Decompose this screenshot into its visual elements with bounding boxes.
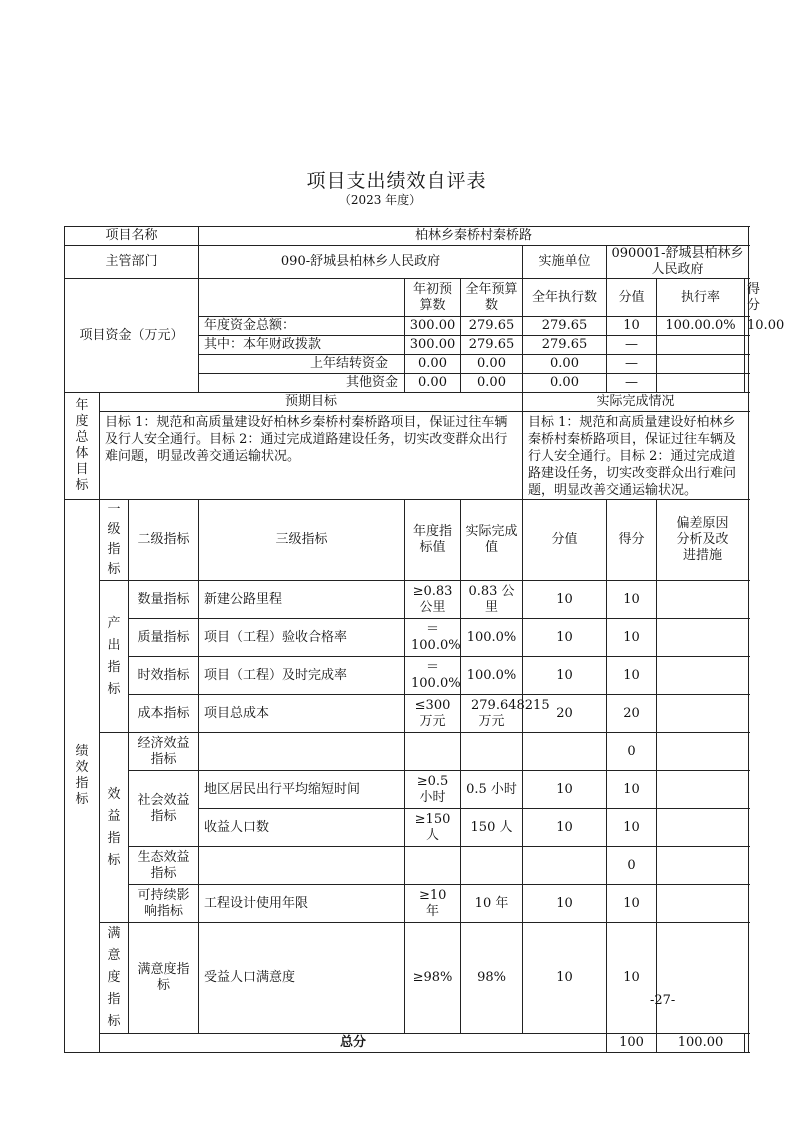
perf-header-target: 年度指标值 bbox=[405, 500, 461, 581]
funds-row-got bbox=[745, 374, 749, 393]
funds-row-full: 279.65 bbox=[461, 336, 523, 355]
perf-row-reason bbox=[657, 581, 749, 619]
perf-row-l3 bbox=[199, 847, 405, 885]
perf-row-got: 10 bbox=[607, 885, 657, 923]
perf-row-target: ＝100.0% bbox=[405, 657, 461, 695]
funds-row-label: 年度资金总额： bbox=[199, 317, 405, 336]
funds-row-full: 0.00 bbox=[461, 355, 523, 374]
perf-row-l3: 受益人口满意度 bbox=[199, 923, 405, 1034]
perf-header-score: 分值 bbox=[523, 500, 607, 581]
output-indicator-label: 产出指标 bbox=[100, 581, 129, 733]
funds-row-exec: 279.65 bbox=[523, 336, 607, 355]
perf-row-got: 0 bbox=[607, 847, 657, 885]
perf-row-l2: 满意度指标 bbox=[129, 923, 199, 1034]
funds-row-exec: 0.00 bbox=[523, 374, 607, 393]
perf-row-l3: 项目总成本 bbox=[199, 695, 405, 733]
perf-row-score: 10 bbox=[523, 581, 607, 619]
funds-row-score: — bbox=[607, 355, 657, 374]
perf-row-l2: 社会效益指标 bbox=[129, 771, 199, 847]
funds-header-blank bbox=[199, 279, 405, 317]
funds-row-label: 其中：本年财政拨款 bbox=[199, 336, 405, 355]
perf-row-l2: 质量指标 bbox=[129, 619, 199, 657]
funds-header-score: 分值 bbox=[607, 279, 657, 317]
funds-row-score: 10 bbox=[607, 317, 657, 336]
funds-row-score: — bbox=[607, 374, 657, 393]
perf-row-actual: 0.5 小时 bbox=[461, 771, 523, 809]
perf-header-l2: 二级指标 bbox=[129, 500, 199, 581]
dept-value: 090-舒城县柏林乡人民政府 bbox=[199, 246, 523, 279]
perf-header-actual: 实际完成值 bbox=[461, 500, 523, 581]
funds-row-rate: 100.00.0% bbox=[657, 317, 745, 336]
perf-row-score: 10 bbox=[523, 771, 607, 809]
satisfaction-indicator-label: 满意度指标 bbox=[100, 923, 129, 1034]
project-name: 柏林乡秦桥村秦桥路 bbox=[199, 227, 749, 246]
actual-goal-text: 目标 1：规范和高质量建设好柏林乡秦桥村秦桥路项目，保证过往车辆及行人安全通行。目标 2：通过完成道路建设任务，切实改变群众出行难问题，明显改善交通运输状况。 bbox=[523, 412, 749, 500]
funds-row-initial: 0.00 bbox=[405, 355, 461, 374]
perf-row-l2: 可持续影响指标 bbox=[129, 885, 199, 923]
perf-row-l2: 时效指标 bbox=[129, 657, 199, 695]
impl-label: 实施单位 bbox=[523, 246, 607, 279]
project-name-label: 项目名称 bbox=[65, 227, 199, 246]
perf-row-actual: 10 年 bbox=[461, 885, 523, 923]
funds-row-full: 0.00 bbox=[461, 374, 523, 393]
perf-row-score: 20 bbox=[523, 695, 607, 733]
page-title: 项目支出绩效自评表 bbox=[306, 170, 487, 192]
benefit-indicator-label: 效益指标 bbox=[100, 733, 129, 923]
funds-row-initial: 300.00 bbox=[405, 336, 461, 355]
perf-row-reason bbox=[657, 809, 749, 847]
perf-row-l2: 生态效益指标 bbox=[129, 847, 199, 885]
perf-row-reason bbox=[657, 695, 749, 733]
funds-row-got bbox=[745, 355, 749, 374]
perf-row-target: ≥150 人 bbox=[405, 809, 461, 847]
perf-row-actual bbox=[461, 733, 523, 771]
perf-row-got: 20 bbox=[607, 695, 657, 733]
perf-row-reason bbox=[657, 733, 749, 771]
funds-header-exec: 全年执行数 bbox=[523, 279, 607, 317]
funds-row-initial: 0.00 bbox=[405, 374, 461, 393]
funds-header-initial: 年初预算数 bbox=[405, 279, 461, 317]
perf-row-reason bbox=[657, 923, 749, 1034]
funds-row-got: 10.00 bbox=[745, 317, 749, 336]
perf-row-reason bbox=[657, 847, 749, 885]
perf-row-score: 10 bbox=[523, 885, 607, 923]
perf-row-reason bbox=[657, 619, 749, 657]
perf-row-reason bbox=[657, 771, 749, 809]
evaluation-table bbox=[64, 226, 785, 1053]
perf-row-l3: 项目（工程）及时完成率 bbox=[199, 657, 405, 695]
funds-row-score: — bbox=[607, 336, 657, 355]
perf-row-score: 10 bbox=[523, 657, 607, 695]
funds-row-label: 其他资金 bbox=[199, 374, 405, 393]
perf-header-got: 得分 bbox=[607, 500, 657, 581]
perf-row-actual: 150 人 bbox=[461, 809, 523, 847]
perf-row-target: ≥98% bbox=[405, 923, 461, 1034]
perf-row-target bbox=[405, 847, 461, 885]
impl-value: 090001-舒城县柏林乡人民政府 bbox=[607, 246, 749, 279]
perf-row-l3 bbox=[199, 733, 405, 771]
perf-row-target: ≥10 年 bbox=[405, 885, 461, 923]
funds-header-got: 得分 bbox=[745, 279, 749, 317]
funds-row-full: 279.65 bbox=[461, 317, 523, 336]
perf-row-l3: 新建公路里程 bbox=[199, 581, 405, 619]
funds-label: 项目资金（万元） bbox=[65, 279, 199, 393]
perf-row-reason bbox=[657, 657, 749, 695]
funds-row-rate bbox=[657, 374, 745, 393]
perf-row-score bbox=[523, 847, 607, 885]
perf-row-got: 10 bbox=[607, 771, 657, 809]
perf-row-l2: 成本指标 bbox=[129, 695, 199, 733]
perf-row-got: 0 bbox=[607, 733, 657, 771]
total-reason bbox=[745, 1034, 749, 1053]
perf-row-score: 10 bbox=[523, 809, 607, 847]
actual-goal-label: 实际完成情况 bbox=[523, 393, 749, 412]
perf-row-score: 10 bbox=[523, 923, 607, 1034]
perf-row-actual: 100.0% bbox=[461, 619, 523, 657]
perf-row-actual: 100.0% bbox=[461, 657, 523, 695]
perf-row-l2: 数量指标 bbox=[129, 581, 199, 619]
perf-row-actual bbox=[461, 847, 523, 885]
funds-row-rate bbox=[657, 336, 745, 355]
funds-row-got bbox=[745, 336, 749, 355]
page-subtitle: （2023 年度） bbox=[338, 193, 422, 207]
total-got: 100.00 bbox=[657, 1034, 745, 1053]
perf-header-reason: 偏差原因分析及改进措施 bbox=[657, 500, 749, 581]
perf-row-got: 10 bbox=[607, 581, 657, 619]
funds-row-label: 上年结转资金 bbox=[199, 355, 405, 374]
perf-row-actual: 0.83 公里 bbox=[461, 581, 523, 619]
funds-row-exec: 279.65 bbox=[523, 317, 607, 336]
perf-row-got: 10 bbox=[607, 923, 657, 1034]
funds-row-rate bbox=[657, 355, 745, 374]
perf-row-l3: 项目（工程）验收合格率 bbox=[199, 619, 405, 657]
goals-label: 年度总体目标 bbox=[65, 393, 100, 500]
perf-header-l3: 三级指标 bbox=[199, 500, 405, 581]
dept-label: 主管部门 bbox=[65, 246, 199, 279]
perf-row-got: 10 bbox=[607, 657, 657, 695]
funds-row-initial: 300.00 bbox=[405, 317, 461, 336]
perf-row-target: ＝100.0% bbox=[405, 619, 461, 657]
perf-row-actual: 98% bbox=[461, 923, 523, 1034]
funds-header-rate: 执行率 bbox=[657, 279, 745, 317]
perf-row-l3: 工程设计使用年限 bbox=[199, 885, 405, 923]
funds-row-exec: 0.00 bbox=[523, 355, 607, 374]
perf-row-l2: 经济效益指标 bbox=[129, 733, 199, 771]
perf-row-got: 10 bbox=[607, 809, 657, 847]
perf-row-target: ≥0.83 公里 bbox=[405, 581, 461, 619]
perf-label: 绩效指标 bbox=[65, 500, 100, 1053]
perf-row-l3: 收益人口数 bbox=[199, 809, 405, 847]
page-number: -27- bbox=[650, 993, 676, 1008]
expected-goal-text: 目标 1：规范和高质量建设好柏林乡秦桥村秦桥路项目，保证过往车辆及行人安全通行。目标 2：通过完成道路建设任务，切实改变群众出行难问题，明显改善交通运输状况。 bbox=[100, 412, 523, 500]
perf-row-actual: 279.648215 万元 bbox=[461, 695, 523, 733]
expected-goal-label: 预期目标 bbox=[100, 393, 523, 412]
perf-header-l1: 一级指标 bbox=[100, 500, 129, 581]
perf-row-target bbox=[405, 733, 461, 771]
perf-row-got: 10 bbox=[607, 619, 657, 657]
total-score: 100 bbox=[607, 1034, 657, 1053]
perf-row-score: 10 bbox=[523, 619, 607, 657]
perf-row-l3: 地区居民出行平均缩短时间 bbox=[199, 771, 405, 809]
funds-header-full: 全年预算数 bbox=[461, 279, 523, 317]
perf-row-score bbox=[523, 733, 607, 771]
perf-row-target: ≥0.5 小时 bbox=[405, 771, 461, 809]
perf-row-target: ≤300 万元 bbox=[405, 695, 461, 733]
total-label: 总分 bbox=[100, 1034, 607, 1053]
perf-row-reason bbox=[657, 885, 749, 923]
